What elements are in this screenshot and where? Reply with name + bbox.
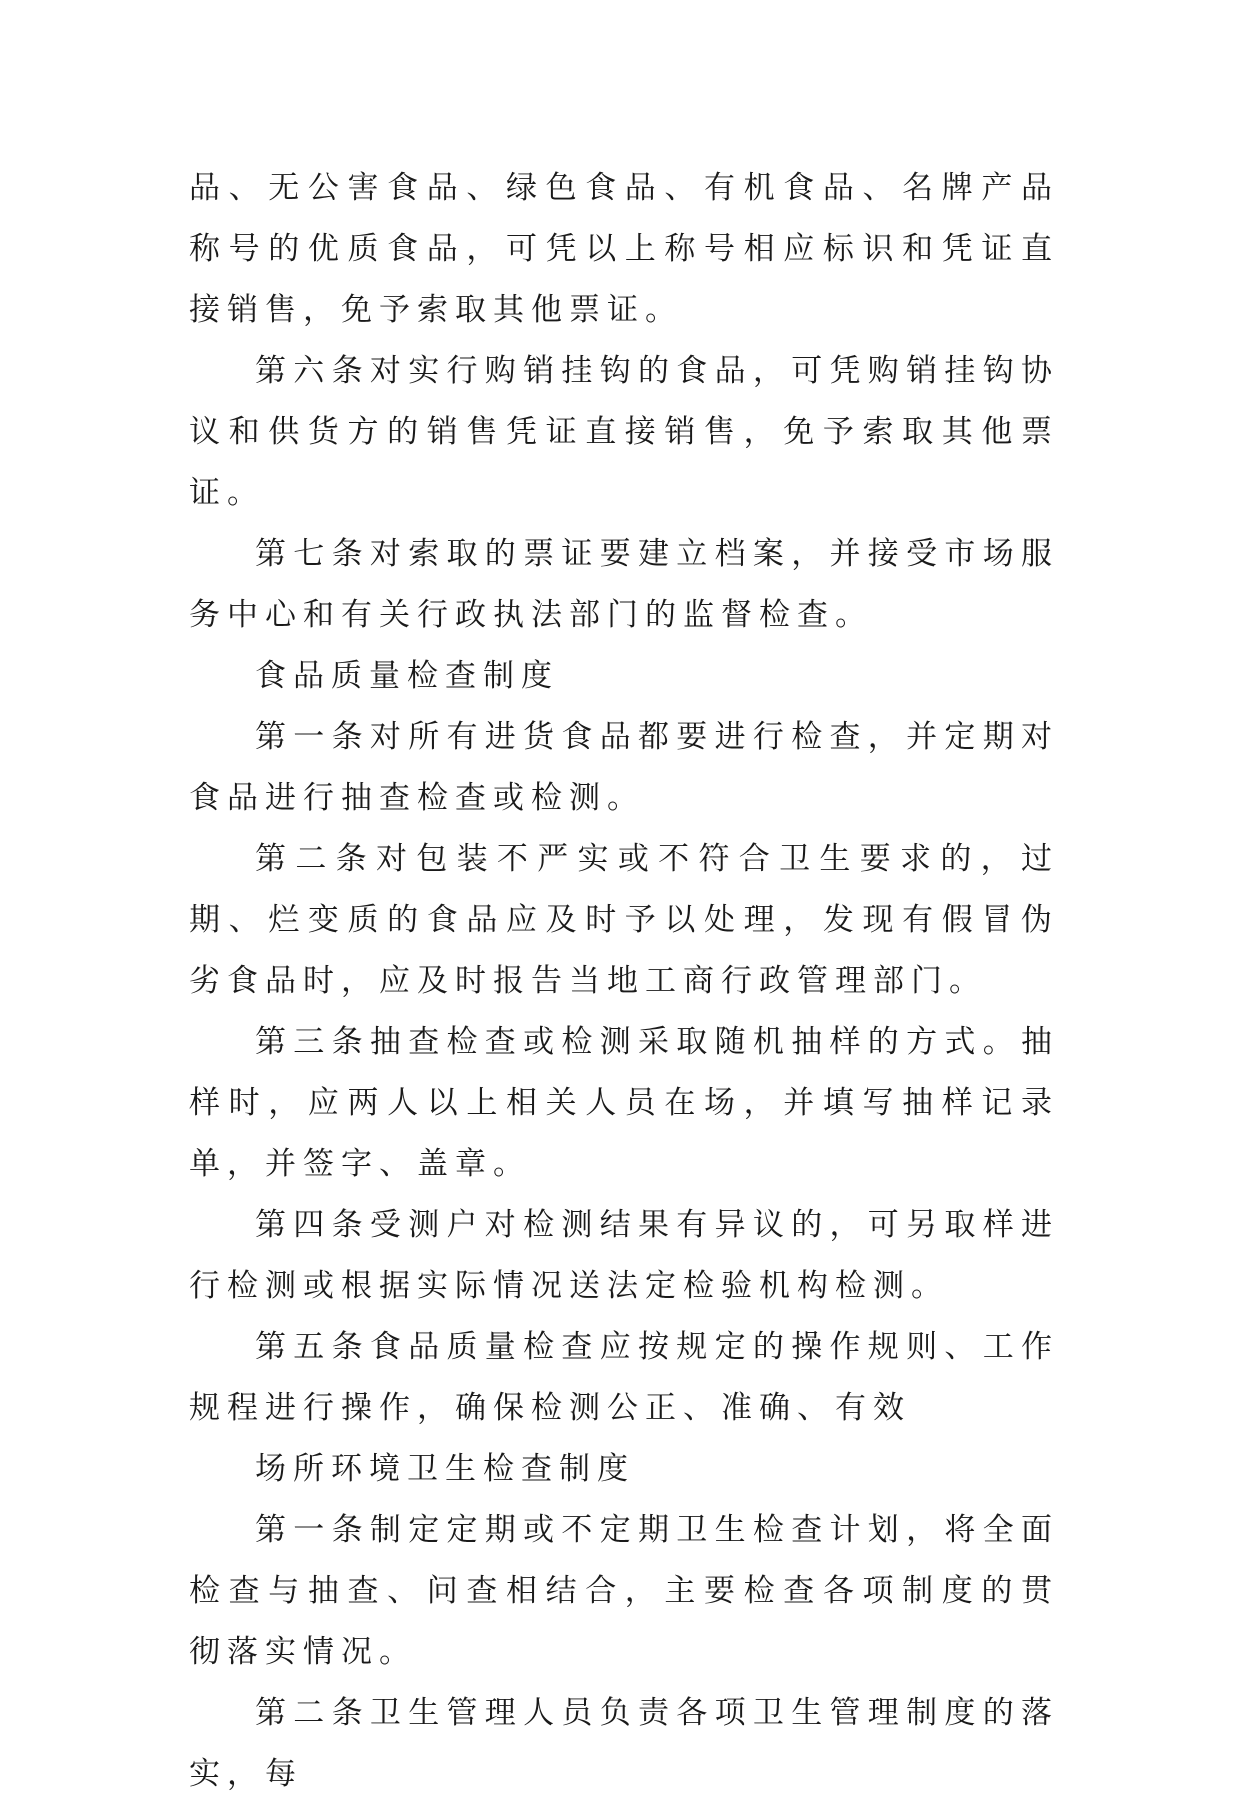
- quality-article-2: 第二条对包装不严实或不符合卫生要求的，过期、烂变质的食品应及时予以处理，发现有假冒伪劣食品时，应及时报告当地工商行政管理部门。: [189, 841, 1059, 999]
- quality-article-5: 第五条食品质量检查应按规定的操作规则、工作规程进行操作，确保检测公正、准确、有效: [189, 1329, 1059, 1426]
- hygiene-article-1: 第一条制定定期或不定期卫生检查计划，将全面检查与抽查、问查相结合，主要检查各项制度的贯彻落实情况。: [189, 1512, 1059, 1670]
- quality-article-4: 第四条受测户对检测结果有异议的，可另取样进行检测或根据实际情况送法定检验机构检测。: [189, 1207, 1059, 1304]
- quality-article-3: 第三条抽查检查或检测采取随机抽样的方式。抽样时，应两人以上相关人员在场，并填写抽样记录单，并签字、盖章。: [189, 1024, 1059, 1182]
- section-heading-hygiene: 场所环境卫生检查制度: [255, 1451, 635, 1487]
- hygiene-article-2: 第二条卫生管理人员负责各项卫生管理制度的落实，每: [189, 1695, 1059, 1792]
- paragraph-continued: 品、无公害食品、绿色食品、有机食品、名牌产品称号的优质食品，可凭以上称号相应标识和凭证直接销售，免予索取其他票证。: [189, 170, 1059, 328]
- article-7: 第七条对索取的票证要建立档案，并接受市场服务中心和有关行政执法部门的监督检查。: [189, 536, 1059, 633]
- quality-article-1: 第一条对所有进货食品都要进行检查，并定期对食品进行抽查检查或检测。: [189, 719, 1059, 816]
- article-6: 第六条对实行购销挂钩的食品，可凭购销挂钩协议和供货方的销售凭证直接销售，免予索取其他票证。: [189, 353, 1059, 511]
- section-heading-food-quality: 食品质量检查制度: [255, 658, 559, 694]
- document-body: [189, 158, 1059, 1805]
